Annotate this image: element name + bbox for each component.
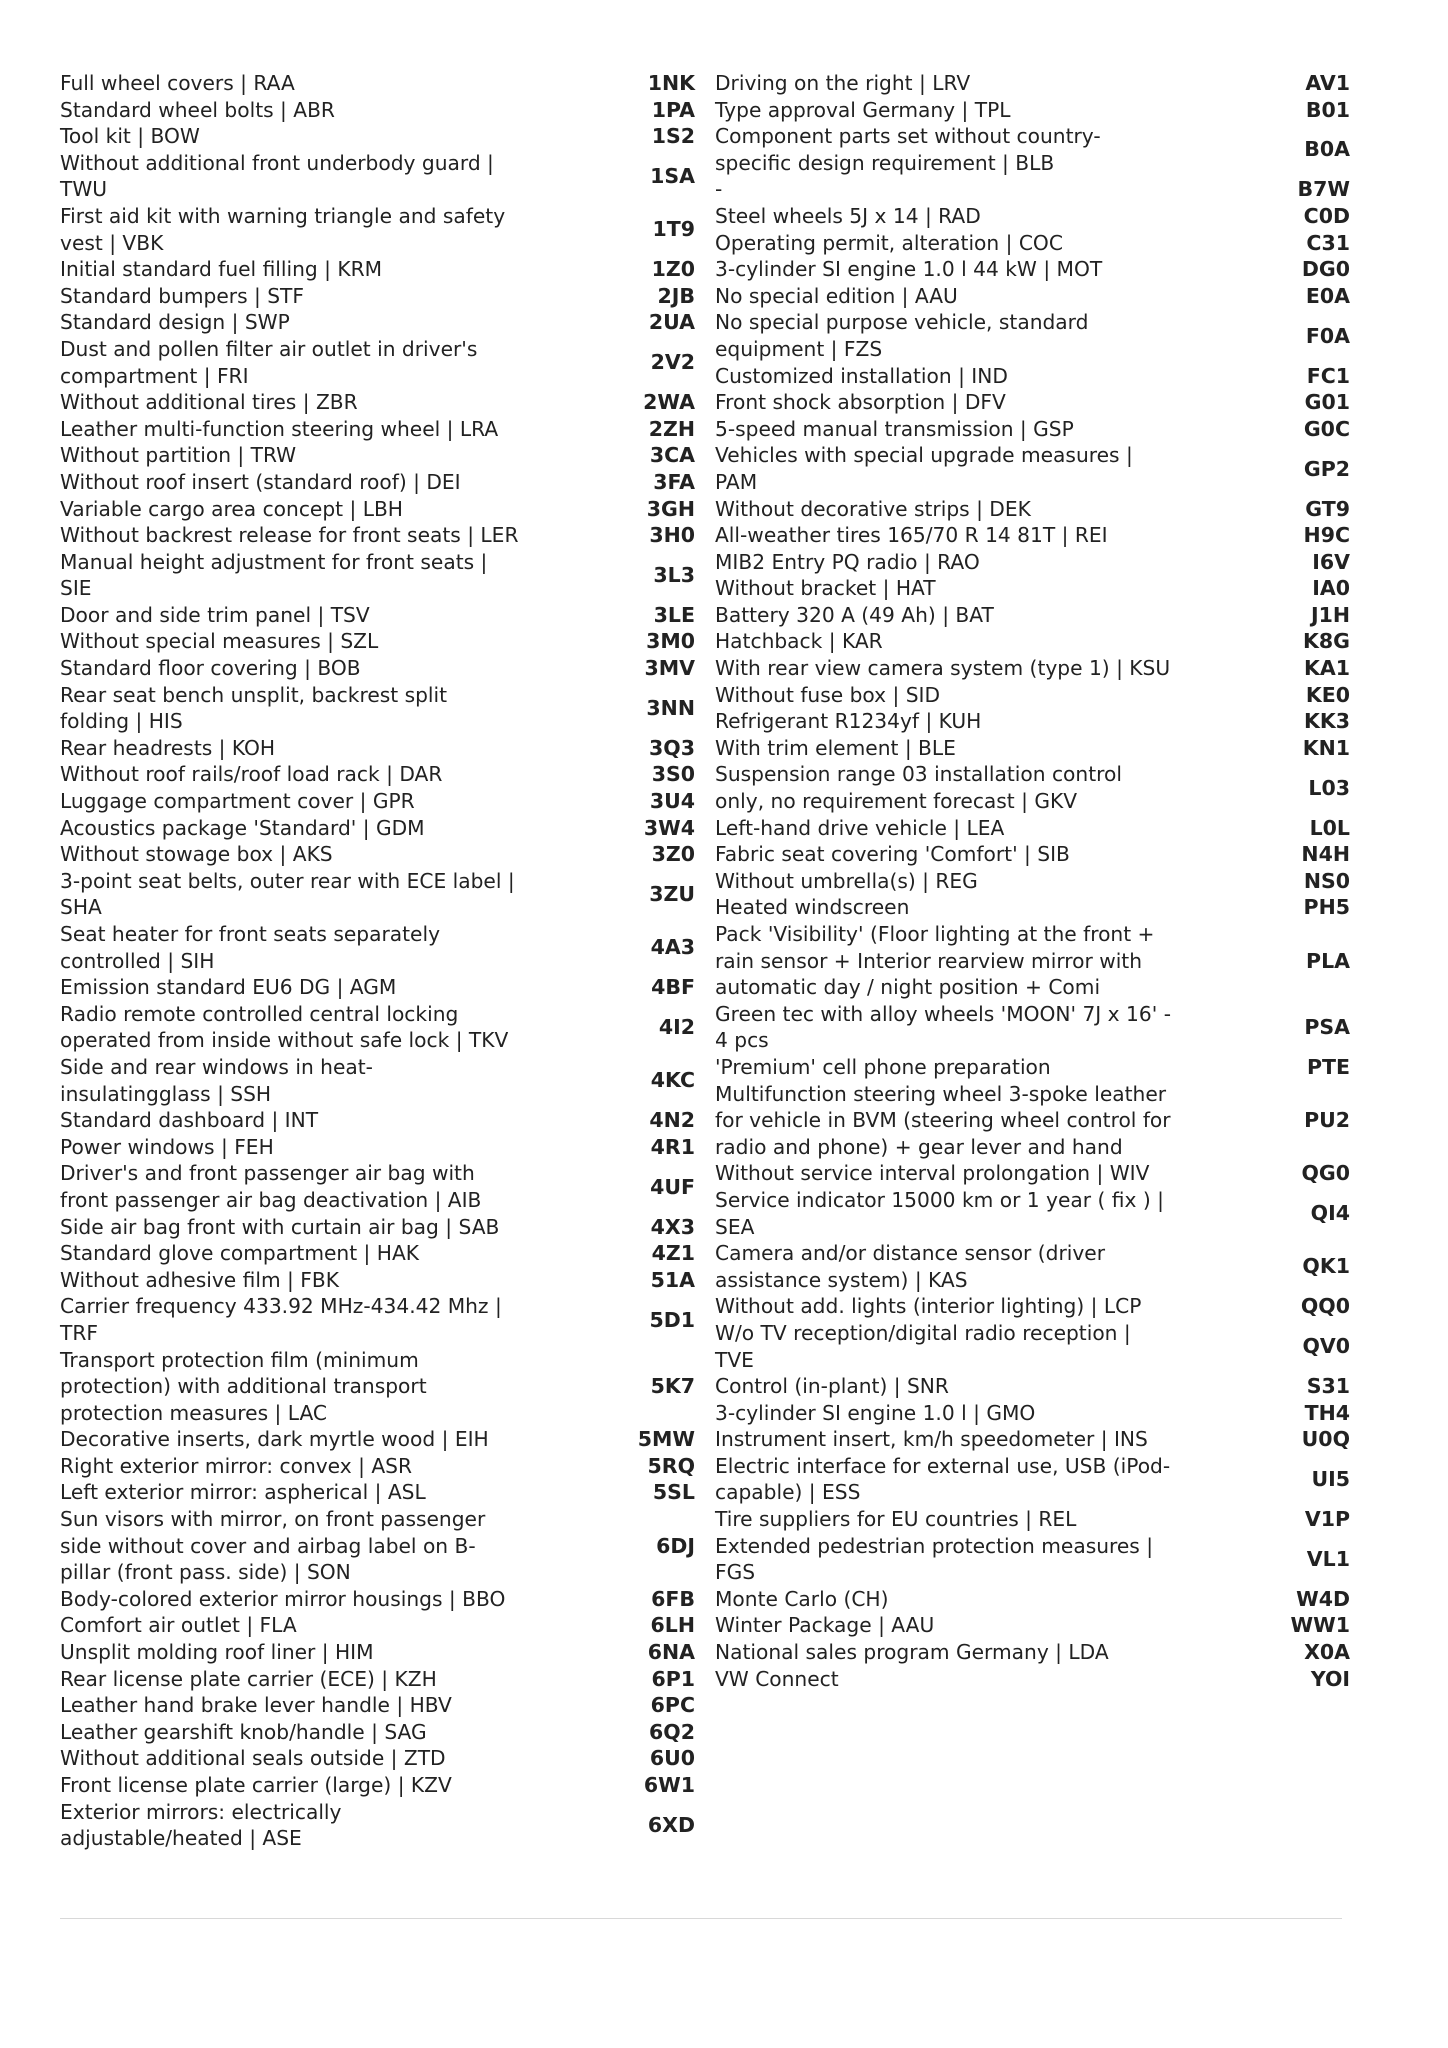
equipment-code: QV0 — [1302, 1334, 1350, 1359]
equipment-description: Without stowage box | AKS — [60, 842, 333, 867]
left-equipment-row — [60, 97, 695, 124]
left-equipment-row — [60, 602, 695, 629]
equipment-code: PLA — [1306, 948, 1350, 973]
equipment-code: PTE — [1306, 1054, 1350, 1079]
equipment-code: 3MV — [644, 656, 695, 681]
right-equipment-row — [715, 894, 1350, 921]
equipment-code: 3U4 — [649, 789, 695, 814]
left-equipment-row — [60, 974, 695, 1001]
right-equipment-row — [715, 176, 1350, 203]
equipment-description: Unsplit molding roof liner | HIM — [60, 1640, 374, 1665]
equipment-code: 5K7 — [650, 1374, 695, 1399]
right-equipment-row — [715, 1187, 1350, 1240]
equipment-description: 3-cylinder SI engine 1.0 l 44 kW | MOT — [715, 257, 1103, 282]
left-equipment-row — [60, 1293, 695, 1346]
right-equipment-row — [715, 256, 1350, 283]
equipment-code: 3W4 — [643, 815, 695, 840]
right-equipment-row — [715, 1426, 1350, 1453]
right-equipment-row — [715, 496, 1350, 523]
left-equipment-row — [60, 549, 695, 602]
equipment-description: Dust and pollen filter air outlet in driver's compartment | FRI — [60, 336, 478, 388]
right-equipment-row — [715, 841, 1350, 868]
equipment-description: Rear headrests | KOH — [60, 735, 276, 760]
left-equipment-row — [60, 1666, 695, 1693]
equipment-description: 5-speed manual transmission | GSP — [715, 416, 1074, 441]
equipment-description: 3-point seat belts, outer rear with ECE label | SHA — [60, 868, 515, 920]
equipment-code: QQ0 — [1300, 1294, 1350, 1319]
equipment-code: 4UF — [650, 1174, 695, 1199]
equipment-code: QI4 — [1310, 1201, 1350, 1226]
equipment-code: 5SL — [652, 1480, 695, 1505]
equipment-description: Extended pedestrian protection measures | FGS — [715, 1533, 1154, 1585]
equipment-description: Without adhesive film | FBK — [60, 1267, 339, 1292]
equipment-code: 4A3 — [650, 935, 695, 960]
equipment-description: Carrier frequency 433.92 MHz-434.42 Mhz | TRF — [60, 1294, 502, 1345]
right-equipment-row — [715, 1373, 1350, 1400]
equipment-description: Without roof rails/roof load rack | DAR — [60, 762, 443, 787]
equipment-code: 3S0 — [651, 762, 695, 787]
equipment-description: Door and side trim panel | TSV — [60, 602, 370, 627]
equipment-code: 2WA — [643, 390, 695, 415]
right-equipment-row — [715, 1666, 1350, 1693]
equipment-code: 1PA — [651, 97, 695, 122]
equipment-description: All-weather tires 165/70 R 14 81T | REI — [715, 523, 1108, 548]
equipment-description: Front shock absorption | DFV — [715, 390, 1006, 415]
left-equipment-row — [60, 1001, 695, 1054]
equipment-description: Seat heater for front seats separately controlled | SIH — [60, 922, 441, 973]
right-equipment-row — [715, 416, 1350, 443]
equipment-code: L03 — [1308, 775, 1350, 800]
right-equipment-row — [715, 682, 1350, 709]
left-equipment-row — [60, 416, 695, 443]
equipment-code: 4X3 — [650, 1214, 695, 1239]
left-equipment-row — [60, 336, 695, 389]
right-equipment-row — [715, 735, 1350, 762]
equipment-code: E0A — [1305, 283, 1350, 308]
equipment-description: W/o TV reception/digital radio reception | TVE — [715, 1320, 1131, 1372]
right-equipment-row — [715, 1001, 1350, 1054]
equipment-code: 3L3 — [653, 562, 695, 587]
left-equipment-row — [60, 1240, 695, 1267]
left-equipment-row — [60, 1347, 695, 1427]
equipment-description: Exterior mirrors: electrically adjustable/heated | ASE — [60, 1799, 342, 1851]
right-equipment-row — [715, 1240, 1350, 1293]
equipment-description: Standard floor covering | BOB — [60, 656, 361, 681]
equipment-description: Without additional seals outside | ZTD — [60, 1746, 446, 1771]
equipment-code: 4KC — [650, 1068, 695, 1093]
equipment-description: Without add. lights (interior lighting) | LCP — [715, 1294, 1142, 1319]
equipment-code: 1Z0 — [651, 257, 695, 282]
equipment-code: WW1 — [1290, 1613, 1350, 1638]
equipment-code: 6LH — [650, 1613, 695, 1638]
equipment-description: Without fuse box | SID — [715, 682, 941, 707]
equipment-description: Component parts set without country-specific design requirement | BLB — [715, 124, 1101, 175]
left-equipment-row — [60, 1586, 695, 1613]
right-equipment-row — [715, 602, 1350, 629]
equipment-code: PU2 — [1304, 1108, 1350, 1133]
equipment-code: 3ZU — [649, 882, 695, 907]
equipment-code: 4Z1 — [651, 1241, 695, 1266]
equipment-code: C0D — [1303, 203, 1350, 228]
equipment-code: J1H — [1310, 602, 1350, 627]
right-equipment-row — [715, 1081, 1350, 1161]
right-equipment-row — [715, 309, 1350, 362]
left-equipment-row — [60, 309, 695, 336]
equipment-description: 'Premium' cell phone preparation — [715, 1054, 1051, 1079]
equipment-code: 3Q3 — [649, 735, 695, 760]
equipment-description: Right exterior mirror: convex | ASR — [60, 1453, 412, 1478]
equipment-code: 51A — [650, 1267, 695, 1292]
left-equipment-row — [60, 522, 695, 549]
left-equipment-row — [60, 203, 695, 256]
equipment-description: Steel wheels 5J x 14 | RAD — [715, 203, 981, 228]
left-equipment-row — [60, 1479, 695, 1506]
left-equipment-row — [60, 682, 695, 735]
equipment-code: 5MW — [637, 1427, 695, 1452]
left-equipment-row — [60, 283, 695, 310]
equipment-description: Camera and/or distance sensor (driver assistance system) | KAS — [715, 1241, 1106, 1292]
equipment-description: Rear seat bench unsplit, backrest split folding | HIS — [60, 682, 448, 734]
right-equipment-row — [715, 230, 1350, 257]
equipment-code: 5RQ — [647, 1453, 695, 1478]
left-equipment-row — [60, 1612, 695, 1639]
equipment-code: 3H0 — [649, 523, 695, 548]
left-equipment-row — [60, 1506, 695, 1586]
equipment-code: 3CA — [649, 443, 695, 468]
equipment-description: Without roof insert (standard roof) | DEI — [60, 469, 461, 494]
equipment-description: Without special measures | SZL — [60, 629, 379, 654]
equipment-code: F0A — [1305, 323, 1350, 348]
equipment-description: Without decorative strips | DEK — [715, 496, 1031, 521]
equipment-description: Leather hand brake lever handle | HBV — [60, 1693, 452, 1718]
equipment-code: V1P — [1304, 1507, 1350, 1532]
left-equipment-row — [60, 256, 695, 283]
left-equipment-row — [60, 442, 695, 469]
equipment-description: Variable cargo area concept | LBH — [60, 496, 403, 521]
equipment-description: Driving on the right | LRV — [715, 71, 971, 95]
left-equipment-row — [60, 761, 695, 788]
left-equipment-row — [60, 1692, 695, 1719]
equipment-code: 6U0 — [649, 1746, 695, 1771]
equipment-description: Emission standard EU6 DG | AGM — [60, 975, 397, 1000]
equipment-code: YOI — [1310, 1666, 1350, 1691]
right-equipment-row — [715, 575, 1350, 602]
equipment-description: No special purpose vehicle, standard equipment | FZS — [715, 310, 1089, 361]
right-equipment-row — [715, 921, 1350, 1001]
equipment-description: Front license plate carrier (large) | KZV — [60, 1773, 452, 1797]
equipment-code: NS0 — [1303, 868, 1350, 893]
equipment-description: Left exterior mirror: aspherical | ASL — [60, 1480, 426, 1505]
equipment-code: QG0 — [1301, 1161, 1350, 1186]
left-equipment-row — [60, 1107, 695, 1134]
equipment-description: Control (in-plant) | SNR — [715, 1374, 949, 1399]
left-equipment-row — [60, 921, 695, 974]
equipment-code: B7W — [1297, 177, 1350, 202]
equipment-description: 3-cylinder SI engine 1.0 l | GMO — [715, 1400, 1036, 1425]
equipment-code: PSA — [1304, 1015, 1350, 1040]
equipment-code: 6DJ — [656, 1533, 695, 1558]
left-equipment-row — [60, 1426, 695, 1453]
left-equipment-row — [60, 1745, 695, 1772]
equipment-code: KK3 — [1303, 709, 1350, 734]
equipment-description: Heated windscreen — [715, 895, 910, 920]
left-equipment-row — [60, 868, 695, 921]
right-equipment-row — [715, 1612, 1350, 1639]
equipment-code: N4H — [1301, 842, 1350, 867]
right-equipment-row — [715, 761, 1350, 814]
left-equipment-row — [60, 389, 695, 416]
left-equipment-row — [60, 655, 695, 682]
equipment-description: Acoustics package 'Standard' | GDM — [60, 815, 425, 840]
equipment-description: Left-hand drive vehicle | LEA — [715, 815, 1005, 840]
equipment-description: Service indicator 15000 km or 1 year ( fix ) | SEA — [715, 1187, 1164, 1239]
equipment-description: Comfort air outlet | FLA — [60, 1613, 297, 1638]
right-equipment-row — [715, 203, 1350, 230]
right-equipment-row — [715, 97, 1350, 124]
equipment-code: I6V — [1312, 549, 1350, 574]
equipment-code: DG0 — [1301, 257, 1350, 282]
equipment-description: Instrument insert, km/h speedometer | INS — [715, 1427, 1148, 1452]
equipment-description: Battery 320 A (49 Ah) | BAT — [715, 602, 994, 627]
left-equipment-row — [60, 815, 695, 842]
equipment-code: 3Z0 — [651, 842, 695, 867]
equipment-code: 5D1 — [649, 1307, 695, 1332]
equipment-description: With rear view camera system (type 1) | KSU — [715, 656, 1171, 681]
left-equipment-row — [60, 628, 695, 655]
equipment-code: G01 — [1304, 390, 1350, 415]
equipment-description: Transport protection film (minimum protection) with additional transport protection measures | LAC — [60, 1347, 427, 1425]
left-equipment-row — [60, 788, 695, 815]
equipment-code: U0Q — [1301, 1427, 1350, 1452]
equipment-description: Electric interface for external use, USB (iPod-capable) | ESS — [715, 1453, 1171, 1505]
equipment-code: K8G — [1303, 629, 1350, 654]
equipment-code: 2ZH — [648, 416, 695, 441]
equipment-code: QK1 — [1302, 1254, 1350, 1279]
right-equipment-row — [715, 628, 1350, 655]
equipment-description: National sales program Germany | LDA — [715, 1640, 1109, 1665]
right-equipment-row — [715, 655, 1350, 682]
right-equipment-row — [715, 123, 1350, 176]
equipment-code: 3M0 — [646, 629, 695, 654]
left-column — [60, 70, 695, 1852]
equipment-code: L0L — [1309, 815, 1350, 840]
equipment-description: Tire suppliers for EU countries | REL — [715, 1507, 1077, 1532]
equipment-description: Without bracket | HAT — [715, 576, 936, 601]
footer-rule — [60, 1918, 1342, 1919]
equipment-description: Without additional front underbody guard | TWU — [60, 150, 494, 202]
equipment-description: Rear license plate carrier (ECE) | KZH — [60, 1666, 437, 1691]
equipment-description: Refrigerant R1234yf | KUH — [715, 709, 982, 734]
equipment-description: VW Connect — [715, 1666, 839, 1691]
equipment-code: 6P1 — [651, 1666, 695, 1691]
right-column — [715, 70, 1350, 1692]
equipment-code: GT9 — [1305, 496, 1350, 521]
equipment-description: Full wheel covers | RAA — [60, 71, 295, 95]
equipment-code: 2V2 — [650, 350, 695, 375]
equipment-description: Side air bag front with curtain air bag | SAB — [60, 1214, 500, 1239]
right-equipment-row — [715, 1400, 1350, 1427]
left-equipment-row — [60, 1639, 695, 1666]
equipment-code: 4R1 — [650, 1134, 695, 1159]
right-equipment-row — [715, 70, 1350, 97]
equipment-description: Sun visors with mirror, on front passenger side without cover and airbag label on B-pillar (front pass. side) | SON — [60, 1507, 486, 1585]
equipment-code: S31 — [1306, 1374, 1350, 1399]
right-equipment-row — [715, 442, 1350, 495]
left-equipment-row — [60, 469, 695, 496]
left-equipment-row — [60, 1054, 695, 1107]
equipment-description: Power windows | FEH — [60, 1134, 274, 1159]
equipment-code: IA0 — [1312, 576, 1350, 601]
equipment-description: MIB2 Entry PQ radio | RAO — [715, 549, 980, 574]
left-equipment-row — [60, 1453, 695, 1480]
equipment-description: Without additional tires | ZBR — [60, 390, 358, 415]
equipment-description: Tool kit | BOW — [60, 124, 200, 149]
equipment-code: TH4 — [1304, 1400, 1350, 1425]
equipment-code: 6PC — [650, 1693, 695, 1718]
right-equipment-row — [715, 1453, 1350, 1506]
equipment-description: Green tec with alloy wheels 'MOON' 7J x 16' - 4 pcs — [715, 1001, 1171, 1053]
right-equipment-row — [715, 815, 1350, 842]
left-equipment-row — [60, 735, 695, 762]
equipment-code: B0A — [1304, 137, 1350, 162]
right-equipment-row — [715, 549, 1350, 576]
equipment-code: 6Q2 — [649, 1719, 695, 1744]
equipment-description: Standard dashboard | INT — [60, 1108, 319, 1133]
equipment-code: 2UA — [648, 310, 695, 335]
right-equipment-row — [715, 1320, 1350, 1373]
equipment-description: With trim element | BLE — [715, 735, 956, 760]
equipment-description: Operating permit, alteration | COC — [715, 230, 1063, 255]
right-equipment-row — [715, 1293, 1350, 1320]
left-equipment-row — [60, 1799, 695, 1852]
equipment-code: 3NN — [646, 695, 695, 720]
equipment-description: Pack 'Visibility' (Floor lighting at the front + rain sensor + Interior rearview mirror with automatic day / night position + Comi — [715, 922, 1155, 1000]
equipment-code: KE0 — [1305, 682, 1350, 707]
equipment-description: Radio remote controlled central locking operated from inside without safe lock | TKV — [60, 1001, 509, 1053]
equipment-description: Luggage compartment cover | GPR — [60, 789, 415, 814]
left-equipment-row — [60, 70, 695, 97]
left-equipment-row — [60, 1214, 695, 1241]
equipment-code: 3LE — [653, 602, 695, 627]
equipment-code: KN1 — [1302, 735, 1350, 760]
equipment-code: 4N2 — [649, 1108, 695, 1133]
equipment-description: Fabric seat covering 'Comfort' | SIB — [715, 842, 1070, 867]
equipment-description: Without umbrella(s) | REG — [715, 868, 978, 893]
equipment-code: X0A — [1304, 1640, 1350, 1665]
equipment-description: Without service interval prolongation | WIV — [715, 1161, 1150, 1186]
equipment-code: AV1 — [1305, 71, 1350, 95]
equipment-description: Winter Package | AAU — [715, 1613, 935, 1638]
equipment-description: Standard bumpers | STF — [60, 283, 304, 308]
equipment-code: 1T9 — [652, 217, 695, 242]
equipment-code: W4D — [1296, 1586, 1350, 1611]
right-equipment-row — [715, 363, 1350, 390]
equipment-code: GP2 — [1303, 456, 1350, 481]
equipment-code: 1S2 — [651, 124, 695, 149]
right-equipment-row — [715, 522, 1350, 549]
equipment-code: 6XD — [647, 1812, 695, 1837]
equipment-code: H9C — [1303, 523, 1350, 548]
right-equipment-row — [715, 868, 1350, 895]
equipment-description: Initial standard fuel filling | KRM — [60, 257, 383, 282]
equipment-code: 6FB — [651, 1586, 695, 1611]
equipment-code: 4I2 — [658, 1015, 695, 1040]
equipment-description: Multifunction steering wheel 3-spoke leather for vehicle in BVM (steering wheel control for radio and phone) + gear lever and hand — [715, 1081, 1171, 1159]
left-equipment-row — [60, 1134, 695, 1161]
equipment-description: Hatchback | KAR — [715, 629, 883, 654]
equipment-description: Customized installation | IND — [715, 363, 1008, 388]
equipment-code: 6NA — [647, 1640, 695, 1665]
equipment-code: G0C — [1303, 416, 1350, 441]
equipment-description: Manual height adjustment for front seats | SIE — [60, 549, 488, 601]
left-equipment-row — [60, 496, 695, 523]
right-equipment-row — [715, 1639, 1350, 1666]
equipment-description: Decorative inserts, dark myrtle wood | EIH — [60, 1427, 489, 1452]
left-equipment-row — [60, 150, 695, 203]
equipment-description: Without partition | TRW — [60, 443, 297, 468]
right-equipment-row — [715, 1054, 1350, 1081]
right-equipment-row — [715, 1586, 1350, 1613]
right-equipment-row — [715, 1160, 1350, 1187]
equipment-description: First aid kit with warning triangle and safety vest | VBK — [60, 203, 506, 255]
equipment-code: VL1 — [1306, 1546, 1350, 1571]
equipment-description: Side and rear windows in heat-insulatingglass | SSH — [60, 1054, 373, 1106]
equipment-description: Standard wheel bolts | ABR — [60, 97, 335, 122]
left-equipment-row — [60, 123, 695, 150]
equipment-description: No special edition | AAU — [715, 283, 958, 308]
equipment-description: Type approval Germany | TPL — [715, 97, 1011, 122]
equipment-description: - — [715, 177, 723, 202]
equipment-code: UI5 — [1311, 1467, 1350, 1492]
right-equipment-row — [715, 708, 1350, 735]
equipment-code: 3FA — [653, 469, 695, 494]
right-equipment-row — [715, 389, 1350, 416]
left-equipment-row — [60, 1772, 695, 1799]
equipment-code: KA1 — [1303, 656, 1350, 681]
equipment-description: Body-colored exterior mirror housings | BBO — [60, 1586, 506, 1611]
left-equipment-row — [60, 1719, 695, 1746]
equipment-description: Standard glove compartment | HAK — [60, 1241, 419, 1266]
left-equipment-row — [60, 1267, 695, 1294]
equipment-code: 3GH — [646, 496, 695, 521]
right-equipment-row — [715, 1533, 1350, 1586]
equipment-code: 4BF — [651, 975, 695, 1000]
equipment-description: Leather gearshift knob/handle | SAG — [60, 1719, 427, 1744]
right-equipment-row — [715, 1506, 1350, 1533]
equipment-description: Vehicles with special upgrade measures | PAM — [715, 443, 1133, 494]
equipment-code: PH5 — [1303, 895, 1350, 920]
equipment-code: FC1 — [1306, 363, 1350, 388]
equipment-code: 1SA — [650, 164, 695, 189]
equipment-description: Driver's and front passenger air bag with front passenger air bag deactivation | AIB — [60, 1161, 482, 1212]
equipment-description: Suspension range 03 installation control only, no requirement forecast | GKV — [715, 762, 1122, 814]
left-equipment-row — [60, 841, 695, 868]
equipment-description: Without backrest release for front seats | LER — [60, 523, 519, 548]
equipment-code: 1NK — [647, 71, 695, 95]
left-equipment-row — [60, 1160, 695, 1213]
equipment-code: 6W1 — [643, 1773, 695, 1797]
right-equipment-row — [715, 283, 1350, 310]
equipment-description: Standard design | SWP — [60, 310, 290, 335]
equipment-description: Leather multi-function steering wheel | LRA — [60, 416, 499, 441]
equipment-code: C31 — [1306, 230, 1350, 255]
equipment-description: Monte Carlo (CH) — [715, 1586, 889, 1611]
equipment-code: B01 — [1305, 97, 1350, 122]
equipment-code: 2JB — [657, 283, 695, 308]
